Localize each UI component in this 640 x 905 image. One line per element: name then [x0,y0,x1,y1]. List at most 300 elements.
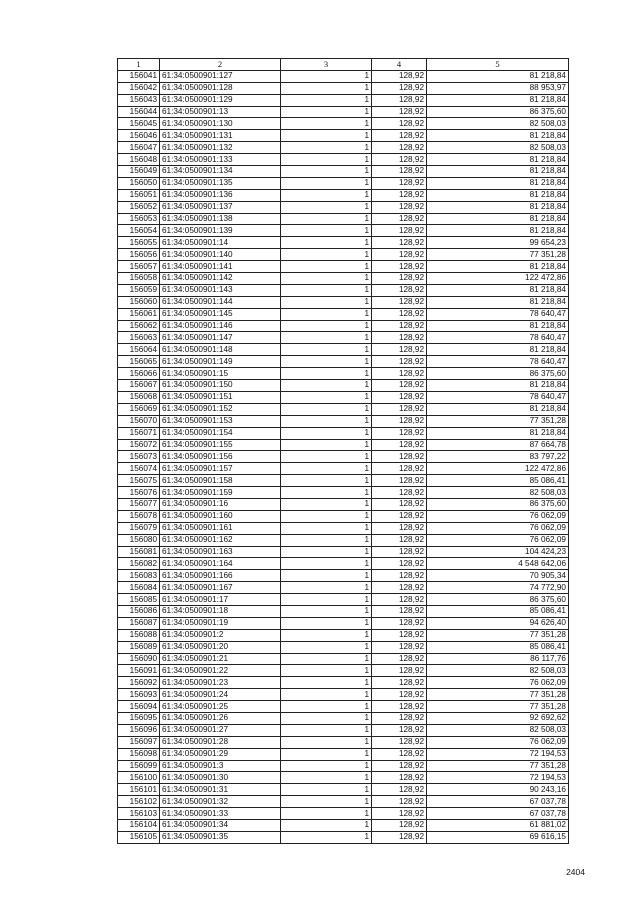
area-cell: 128,92 [372,225,427,237]
table-row [118,546,569,558]
value-cell: 67 037,78 [427,808,569,820]
count-cell: 1 [281,261,372,273]
table-row [118,617,569,629]
row-number-cell: 156102 [118,796,160,808]
table-row [118,380,569,392]
table-row [118,166,569,178]
area-cell: 128,92 [372,70,427,82]
row-number-cell: 156096 [118,724,160,736]
table-row [118,570,569,582]
cadastral-number-cell: 61:34:0500901:156 [160,451,281,463]
value-cell: 76 062,09 [427,522,569,534]
table-row [118,308,569,320]
area-cell: 128,92 [372,724,427,736]
table-row [118,82,569,94]
column-header: 3 [281,59,372,71]
row-number-cell: 156045 [118,118,160,130]
cadastral-number-cell: 61:34:0500901:154 [160,427,281,439]
area-cell: 128,92 [372,463,427,475]
area-cell: 128,92 [372,534,427,546]
area-cell: 128,92 [372,130,427,142]
row-number-cell: 156083 [118,570,160,582]
table-row [118,808,569,820]
table-row [118,296,569,308]
row-number-cell: 156082 [118,558,160,570]
area-cell: 128,92 [372,629,427,641]
count-cell: 1 [281,213,372,225]
cadastral-number-cell: 61:34:0500901:127 [160,70,281,82]
table-row [118,213,569,225]
area-cell: 128,92 [372,439,427,451]
area-cell: 128,92 [372,831,427,843]
area-cell: 128,92 [372,249,427,261]
cadastral-number-cell: 61:34:0500901:138 [160,213,281,225]
table-row [118,605,569,617]
area-cell: 128,92 [372,653,427,665]
area-cell: 128,92 [372,261,427,273]
row-number-cell: 156080 [118,534,160,546]
cadastral-number-cell: 61:34:0500901:134 [160,166,281,178]
cadastral-number-cell: 61:34:0500901:29 [160,748,281,760]
row-number-cell: 156044 [118,106,160,118]
row-number-cell: 156057 [118,261,160,273]
table-row [118,534,569,546]
value-cell: 90 243,16 [427,784,569,796]
cadastral-number-cell: 61:34:0500901:152 [160,403,281,415]
value-cell: 76 062,09 [427,510,569,522]
table-row [118,522,569,534]
value-cell: 78 640,47 [427,391,569,403]
count-cell: 1 [281,582,372,594]
cadastral-number-cell: 61:34:0500901:28 [160,736,281,748]
row-number-cell: 156047 [118,142,160,154]
table-row [118,356,569,368]
column-header: 2 [160,59,281,71]
count-cell: 1 [281,308,372,320]
value-cell: 61 881,02 [427,820,569,832]
cadastral-number-cell: 61:34:0500901:160 [160,510,281,522]
cadastral-number-cell: 61:34:0500901:141 [160,261,281,273]
area-cell: 128,92 [372,582,427,594]
table-row [118,94,569,106]
row-number-cell: 156055 [118,237,160,249]
area-cell: 128,92 [372,320,427,332]
area-cell: 128,92 [372,308,427,320]
row-number-cell: 156059 [118,284,160,296]
area-cell: 128,92 [372,82,427,94]
area-cell: 128,92 [372,118,427,130]
count-cell: 1 [281,475,372,487]
table-row [118,748,569,760]
cadastral-number-cell: 61:34:0500901:130 [160,118,281,130]
area-cell: 128,92 [372,641,427,653]
area-cell: 128,92 [372,415,427,427]
row-number-cell: 156074 [118,463,160,475]
value-cell: 81 218,84 [427,403,569,415]
area-cell: 128,92 [372,820,427,832]
count-cell: 1 [281,558,372,570]
area-cell: 128,92 [372,154,427,166]
value-cell: 122 472,86 [427,463,569,475]
cadastral-number-cell: 61:34:0500901:161 [160,522,281,534]
area-cell: 128,92 [372,617,427,629]
table-row [118,463,569,475]
row-number-cell: 156104 [118,820,160,832]
cadastral-number-cell: 61:34:0500901:21 [160,653,281,665]
row-number-cell: 156064 [118,344,160,356]
row-number-cell: 156041 [118,70,160,82]
cadastral-number-cell: 61:34:0500901:157 [160,463,281,475]
table-row [118,70,569,82]
row-number-cell: 156091 [118,665,160,677]
header-row [118,59,569,71]
cadastral-number-cell: 61:34:0500901:148 [160,344,281,356]
value-cell: 82 508,03 [427,142,569,154]
row-number-cell: 156077 [118,498,160,510]
value-cell: 81 218,84 [427,344,569,356]
count-cell: 1 [281,177,372,189]
value-cell: 77 351,28 [427,629,569,641]
row-number-cell: 156066 [118,368,160,380]
count-cell: 1 [281,391,372,403]
row-number-cell: 156068 [118,391,160,403]
area-cell: 128,92 [372,391,427,403]
area-cell: 128,92 [372,296,427,308]
count-cell: 1 [281,201,372,213]
cadastral-number-cell: 61:34:0500901:25 [160,701,281,713]
cadastral-number-cell: 61:34:0500901:144 [160,296,281,308]
count-cell: 1 [281,772,372,784]
value-cell: 83 797,22 [427,451,569,463]
cadastral-number-cell: 61:34:0500901:34 [160,820,281,832]
value-cell: 81 218,84 [427,189,569,201]
cadastral-number-cell: 61:34:0500901:150 [160,380,281,392]
count-cell: 1 [281,249,372,261]
area-cell: 128,92 [372,427,427,439]
count-cell: 1 [281,118,372,130]
value-cell: 81 218,84 [427,284,569,296]
row-number-cell: 156062 [118,320,160,332]
table-row [118,510,569,522]
table-row [118,677,569,689]
value-cell: 72 194,53 [427,772,569,784]
cadastral-number-cell: 61:34:0500901:13 [160,106,281,118]
row-number-cell: 156061 [118,308,160,320]
area-cell: 128,92 [372,356,427,368]
count-cell: 1 [281,796,372,808]
count-cell: 1 [281,166,372,178]
count-cell: 1 [281,463,372,475]
count-cell: 1 [281,498,372,510]
column-header: 5 [427,59,569,71]
row-number-cell: 156051 [118,189,160,201]
count-cell: 1 [281,356,372,368]
value-cell: 69 616,15 [427,831,569,843]
value-cell: 81 218,84 [427,201,569,213]
cadastral-number-cell: 61:34:0500901:151 [160,391,281,403]
row-number-cell: 156093 [118,689,160,701]
table-row [118,130,569,142]
cadastral-number-cell: 61:34:0500901:149 [160,356,281,368]
value-cell: 81 218,84 [427,213,569,225]
area-cell: 128,92 [372,403,427,415]
table-row [118,177,569,189]
cadastral-number-cell: 61:34:0500901:155 [160,439,281,451]
count-cell: 1 [281,380,372,392]
row-number-cell: 156085 [118,594,160,606]
table-row [118,820,569,832]
row-number-cell: 156046 [118,130,160,142]
count-cell: 1 [281,439,372,451]
cadastral-number-cell: 61:34:0500901:23 [160,677,281,689]
column-header: 4 [372,59,427,71]
value-cell: 104 424,23 [427,546,569,558]
table-row [118,665,569,677]
row-number-cell: 156088 [118,629,160,641]
row-number-cell: 156043 [118,94,160,106]
cadastral-number-cell: 61:34:0500901:146 [160,320,281,332]
value-cell: 122 472,86 [427,273,569,285]
area-cell: 128,92 [372,546,427,558]
count-cell: 1 [281,154,372,166]
value-cell: 99 654,23 [427,237,569,249]
table-row [118,760,569,772]
count-cell: 1 [281,451,372,463]
area-cell: 128,92 [372,689,427,701]
area-cell: 128,92 [372,701,427,713]
row-number-cell: 156081 [118,546,160,558]
area-cell: 128,92 [372,736,427,748]
value-cell: 81 218,84 [427,225,569,237]
table-row [118,831,569,843]
count-cell: 1 [281,641,372,653]
cadastral-number-cell: 61:34:0500901:163 [160,546,281,558]
value-cell: 77 351,28 [427,701,569,713]
row-number-cell: 156089 [118,641,160,653]
count-cell: 1 [281,808,372,820]
area-cell: 128,92 [372,796,427,808]
value-cell: 81 218,84 [427,94,569,106]
area-cell: 128,92 [372,166,427,178]
row-number-cell: 156067 [118,380,160,392]
data-table [117,58,569,844]
table-row [118,332,569,344]
row-number-cell: 156048 [118,154,160,166]
area-cell: 128,92 [372,106,427,118]
cadastral-number-cell: 61:34:0500901:17 [160,594,281,606]
count-cell: 1 [281,701,372,713]
value-cell: 81 218,84 [427,427,569,439]
count-cell: 1 [281,189,372,201]
area-cell: 128,92 [372,273,427,285]
value-cell: 4 548 642,06 [427,558,569,570]
value-cell: 77 351,28 [427,689,569,701]
cadastral-number-cell: 61:34:0500901:139 [160,225,281,237]
row-number-cell: 156097 [118,736,160,748]
value-cell: 77 351,28 [427,760,569,772]
table-row [118,558,569,570]
value-cell: 85 086,41 [427,605,569,617]
cadastral-number-cell: 61:34:0500901:131 [160,130,281,142]
row-number-cell: 156049 [118,166,160,178]
row-number-cell: 156105 [118,831,160,843]
value-cell: 81 218,84 [427,320,569,332]
value-cell: 92 692,62 [427,712,569,724]
count-cell: 1 [281,70,372,82]
count-cell: 1 [281,736,372,748]
row-number-cell: 156073 [118,451,160,463]
area-cell: 128,92 [372,237,427,249]
count-cell: 1 [281,106,372,118]
table-row [118,594,569,606]
area-cell: 128,92 [372,558,427,570]
count-cell: 1 [281,653,372,665]
cadastral-number-cell: 61:34:0500901:27 [160,724,281,736]
cadastral-number-cell: 61:34:0500901:14 [160,237,281,249]
cadastral-number-cell: 61:34:0500901:22 [160,665,281,677]
table-row [118,439,569,451]
count-cell: 1 [281,689,372,701]
table-row [118,427,569,439]
cadastral-number-cell: 61:34:0500901:2 [160,629,281,641]
row-number-cell: 156103 [118,808,160,820]
value-cell: 81 218,84 [427,296,569,308]
count-cell: 1 [281,332,372,344]
count-cell: 1 [281,296,372,308]
cadastral-number-cell: 61:34:0500901:3 [160,760,281,772]
area-cell: 128,92 [372,677,427,689]
count-cell: 1 [281,748,372,760]
count-cell: 1 [281,403,372,415]
count-cell: 1 [281,273,372,285]
row-number-cell: 156070 [118,415,160,427]
table-row [118,475,569,487]
table-row [118,118,569,130]
count-cell: 1 [281,284,372,296]
row-number-cell: 156086 [118,605,160,617]
column-header: 1 [118,59,160,71]
area-cell: 128,92 [372,772,427,784]
count-cell: 1 [281,605,372,617]
value-cell: 78 640,47 [427,356,569,368]
row-number-cell: 156054 [118,225,160,237]
table-row [118,724,569,736]
table-row [118,451,569,463]
table-row [118,772,569,784]
area-cell: 128,92 [372,498,427,510]
area-cell: 128,92 [372,142,427,154]
row-number-cell: 156100 [118,772,160,784]
value-cell: 86 117,76 [427,653,569,665]
count-cell: 1 [281,546,372,558]
area-cell: 128,92 [372,284,427,296]
value-cell: 76 062,09 [427,736,569,748]
table-row [118,701,569,713]
count-cell: 1 [281,415,372,427]
cadastral-number-cell: 61:34:0500901:128 [160,82,281,94]
cadastral-number-cell: 61:34:0500901:145 [160,308,281,320]
cadastral-number-cell: 61:34:0500901:24 [160,689,281,701]
cadastral-number-cell: 61:34:0500901:164 [160,558,281,570]
table-row [118,249,569,261]
value-cell: 81 218,84 [427,261,569,273]
count-cell: 1 [281,320,372,332]
value-cell: 78 640,47 [427,332,569,344]
count-cell: 1 [281,594,372,606]
row-number-cell: 156076 [118,487,160,499]
table-row [118,142,569,154]
area-cell: 128,92 [372,522,427,534]
cadastral-number-cell: 61:34:0500901:33 [160,808,281,820]
row-number-cell: 156087 [118,617,160,629]
cadastral-number-cell: 61:34:0500901:147 [160,332,281,344]
area-cell: 128,92 [372,510,427,522]
count-cell: 1 [281,784,372,796]
value-cell: 78 640,47 [427,308,569,320]
table-row [118,629,569,641]
count-cell: 1 [281,427,372,439]
row-number-cell: 156069 [118,403,160,415]
count-cell: 1 [281,534,372,546]
area-cell: 128,92 [372,177,427,189]
cadastral-number-cell: 61:34:0500901:18 [160,605,281,617]
area-cell: 128,92 [372,487,427,499]
area-cell: 128,92 [372,475,427,487]
cadastral-number-cell: 61:34:0500901:26 [160,712,281,724]
value-cell: 94 626,40 [427,617,569,629]
table-row [118,641,569,653]
table-row [118,189,569,201]
row-number-cell: 156063 [118,332,160,344]
table-row [118,368,569,380]
cadastral-number-cell: 61:34:0500901:15 [160,368,281,380]
row-number-cell: 156042 [118,82,160,94]
value-cell: 72 194,53 [427,748,569,760]
table-row [118,712,569,724]
area-cell: 128,92 [372,594,427,606]
count-cell: 1 [281,225,372,237]
count-cell: 1 [281,629,372,641]
row-number-cell: 156052 [118,201,160,213]
count-cell: 1 [281,677,372,689]
cadastral-number-cell: 61:34:0500901:35 [160,831,281,843]
count-cell: 1 [281,831,372,843]
table-row [118,106,569,118]
table-row [118,796,569,808]
value-cell: 88 953,97 [427,82,569,94]
table-row [118,284,569,296]
count-cell: 1 [281,142,372,154]
count-cell: 1 [281,510,372,522]
row-number-cell: 156095 [118,712,160,724]
cadastral-number-cell: 61:34:0500901:20 [160,641,281,653]
area-cell: 128,92 [372,332,427,344]
table-row [118,391,569,403]
value-cell: 87 664,78 [427,439,569,451]
count-cell: 1 [281,130,372,142]
row-number-cell: 156072 [118,439,160,451]
area-cell: 128,92 [372,368,427,380]
row-number-cell: 156075 [118,475,160,487]
row-number-cell: 156101 [118,784,160,796]
cadastral-number-cell: 61:34:0500901:158 [160,475,281,487]
value-cell: 85 086,41 [427,475,569,487]
table-row [118,689,569,701]
count-cell: 1 [281,368,372,380]
table-row [118,225,569,237]
area-cell: 128,92 [372,808,427,820]
cadastral-number-cell: 61:34:0500901:132 [160,142,281,154]
